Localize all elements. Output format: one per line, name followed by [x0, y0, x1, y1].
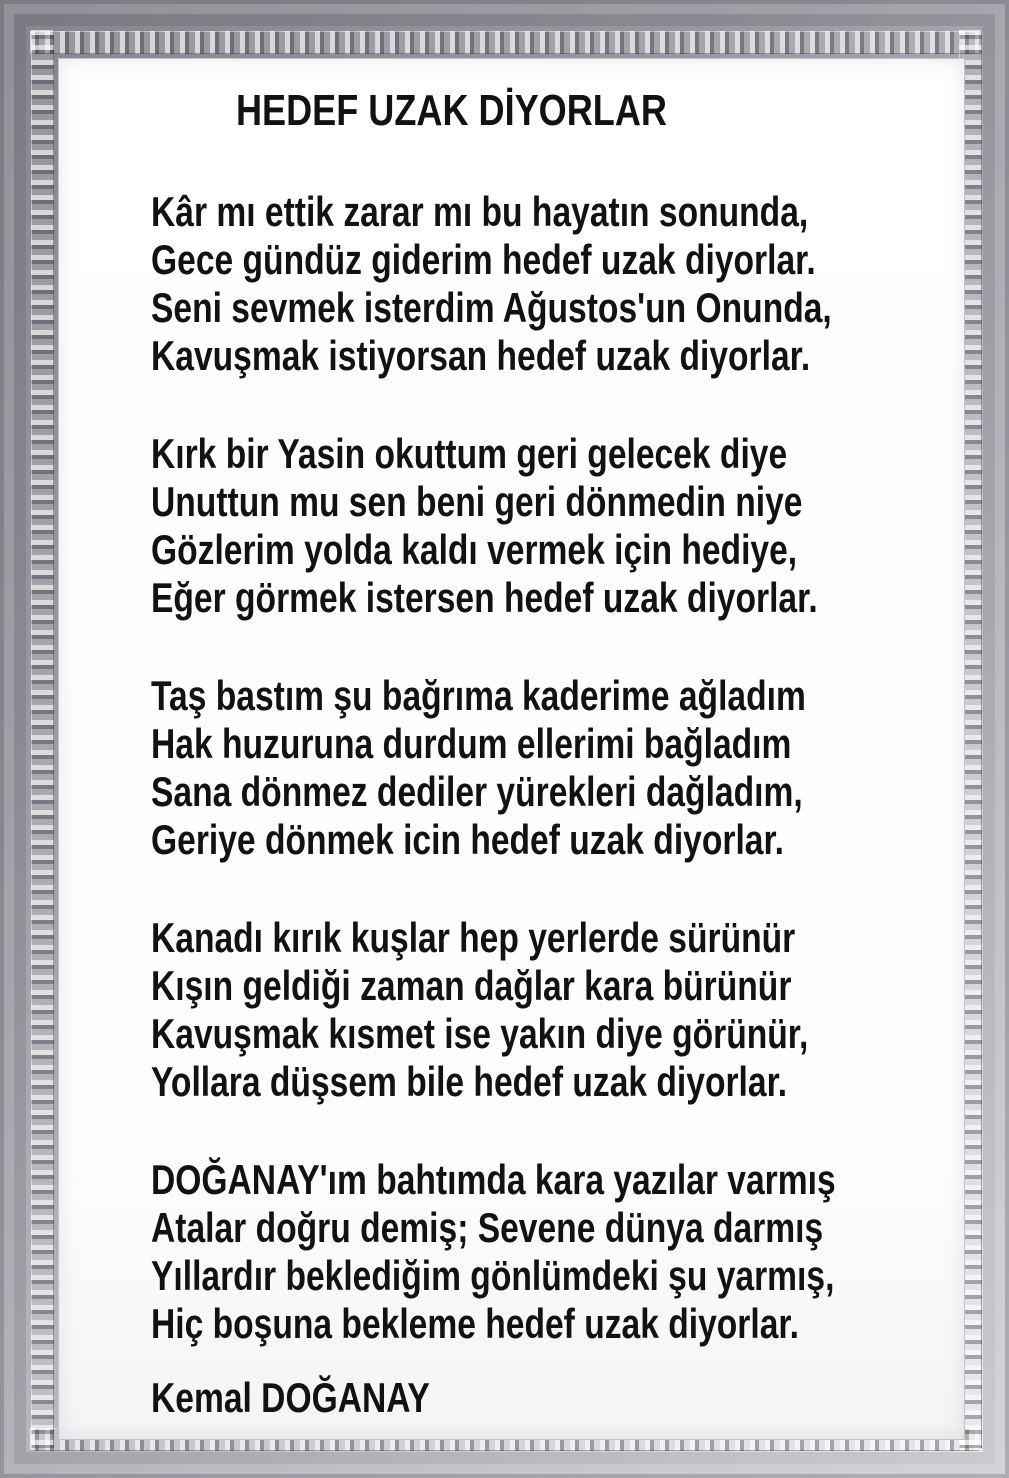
poem-line: Taş bastım şu bağrıma kaderime ağladım	[151, 672, 806, 719]
poem-paper	[58, 58, 965, 1440]
stanza-1	[151, 188, 956, 380]
poem-line: Geriye dönmek icin hedef uzak diyorlar.	[151, 816, 785, 863]
poem-line: Gece gündüz giderim hedef uzak diyorlar.	[151, 236, 816, 283]
poem-line: Kışın geldiği zaman dağlar kara bürünür	[151, 962, 792, 1009]
poem-line: Sana dönmez dediler yürekleri dağladım,	[151, 768, 803, 815]
poem-line: Unuttun mu sen beni geri dönmedin niye	[151, 478, 803, 525]
poem-title: HEDEF UZAK DİYORLAR	[236, 86, 667, 135]
poem-line: Kanadı kırık kuşlar hep yerlerde sürünür	[151, 914, 796, 961]
poem-signature: Kemal DOĞANAY	[151, 1374, 430, 1421]
stanza-3	[151, 672, 956, 864]
poem-line: Eğer görmek istersen hedef uzak diyorlar.	[151, 574, 818, 621]
frame-bead-left	[31, 30, 54, 1448]
poem-line: Kırk bir Yasin okuttum geri gelecek diye	[151, 430, 788, 477]
poem-line: Hiç boşuna bekleme hedef uzak diyorlar.	[151, 1300, 799, 1347]
stanza-4	[151, 914, 956, 1106]
poem-line: Kavuşmak istiyorsan hedef uzak diyorlar.	[151, 332, 811, 379]
poem-line: DOĞANAY'ım bahtımda kara yazılar varmış	[151, 1156, 836, 1203]
poem-line: Yollara düşsem bile hedef uzak diyorlar.	[151, 1058, 788, 1105]
poem-line: Atalar doğru demiş; Sevene dünya darmış	[151, 1204, 824, 1251]
poem-line: Yıllardır beklediğim gönlümdeki şu yarmış,	[151, 1252, 835, 1299]
poem-line: Seni sevmek isterdim Ağustos'un Onunda,	[151, 284, 832, 331]
poem-text-block	[151, 59, 956, 1422]
poem-line: Gözlerim yolda kaldı vermek için hediye,	[151, 526, 798, 573]
stanza-5	[151, 1156, 956, 1348]
poem-line: Kâr mı ettik zarar mı bu hayatın sonunda,	[151, 188, 809, 235]
poem-line: Kavuşmak kısmet ise yakın diye görünür,	[151, 1010, 809, 1057]
stanza-2	[151, 430, 956, 622]
poem-line: Hak huzuruna durdum ellerimi bağladım	[151, 720, 792, 767]
frame-bead-top	[30, 31, 979, 54]
